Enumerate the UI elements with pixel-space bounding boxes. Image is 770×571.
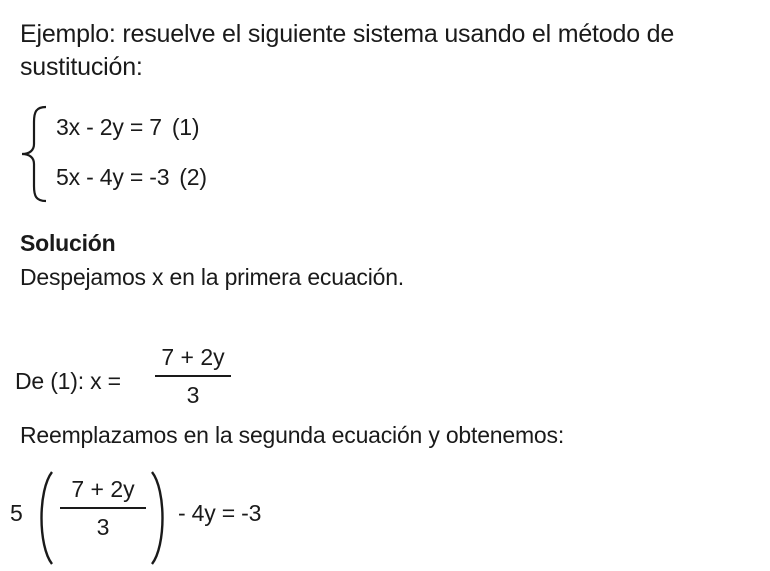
equation-2 — [56, 164, 207, 191]
left-brace-icon — [18, 104, 52, 204]
fraction-x — [155, 342, 231, 410]
fraction-bar — [60, 507, 146, 509]
equation-2-expression: 5x - 4y = -3 — [56, 164, 170, 190]
equation-1-expression: 3x - 2y = 7 — [56, 114, 162, 140]
left-paren-icon — [32, 468, 56, 568]
substitution-step: Reemplazamos en la segunda ecuación y obtenemos: — [20, 422, 565, 448]
isolate-x-derivation — [15, 340, 415, 416]
derivation-lhs: De (1): x = — [15, 368, 127, 394]
solution-heading: Solución — [20, 230, 116, 256]
equation-system — [18, 104, 318, 204]
fraction-substituted — [60, 474, 146, 542]
substituted-equation — [10, 468, 410, 568]
equation-1-tag: (1) — [171, 114, 200, 140]
fraction-denominator: 3 — [186, 382, 200, 408]
equation-rest: - 4y = -3 — [178, 500, 262, 526]
solution-step-1: Despejamos x en la primera ecuación. — [20, 264, 404, 290]
equation-coefficient: 5 — [10, 500, 23, 526]
example-intro: Ejemplo: resuelve el siguiente sistema usando el método de sustitución: — [20, 20, 675, 81]
equation-1 — [56, 114, 199, 141]
fraction-numerator: 7 + 2y — [71, 476, 135, 502]
fraction-bar — [155, 375, 231, 377]
equation-2-tag: (2) — [179, 164, 207, 190]
fraction-denominator: 3 — [96, 514, 110, 540]
right-paren-icon — [148, 468, 172, 568]
fraction-numerator: 7 + 2y — [161, 344, 225, 370]
